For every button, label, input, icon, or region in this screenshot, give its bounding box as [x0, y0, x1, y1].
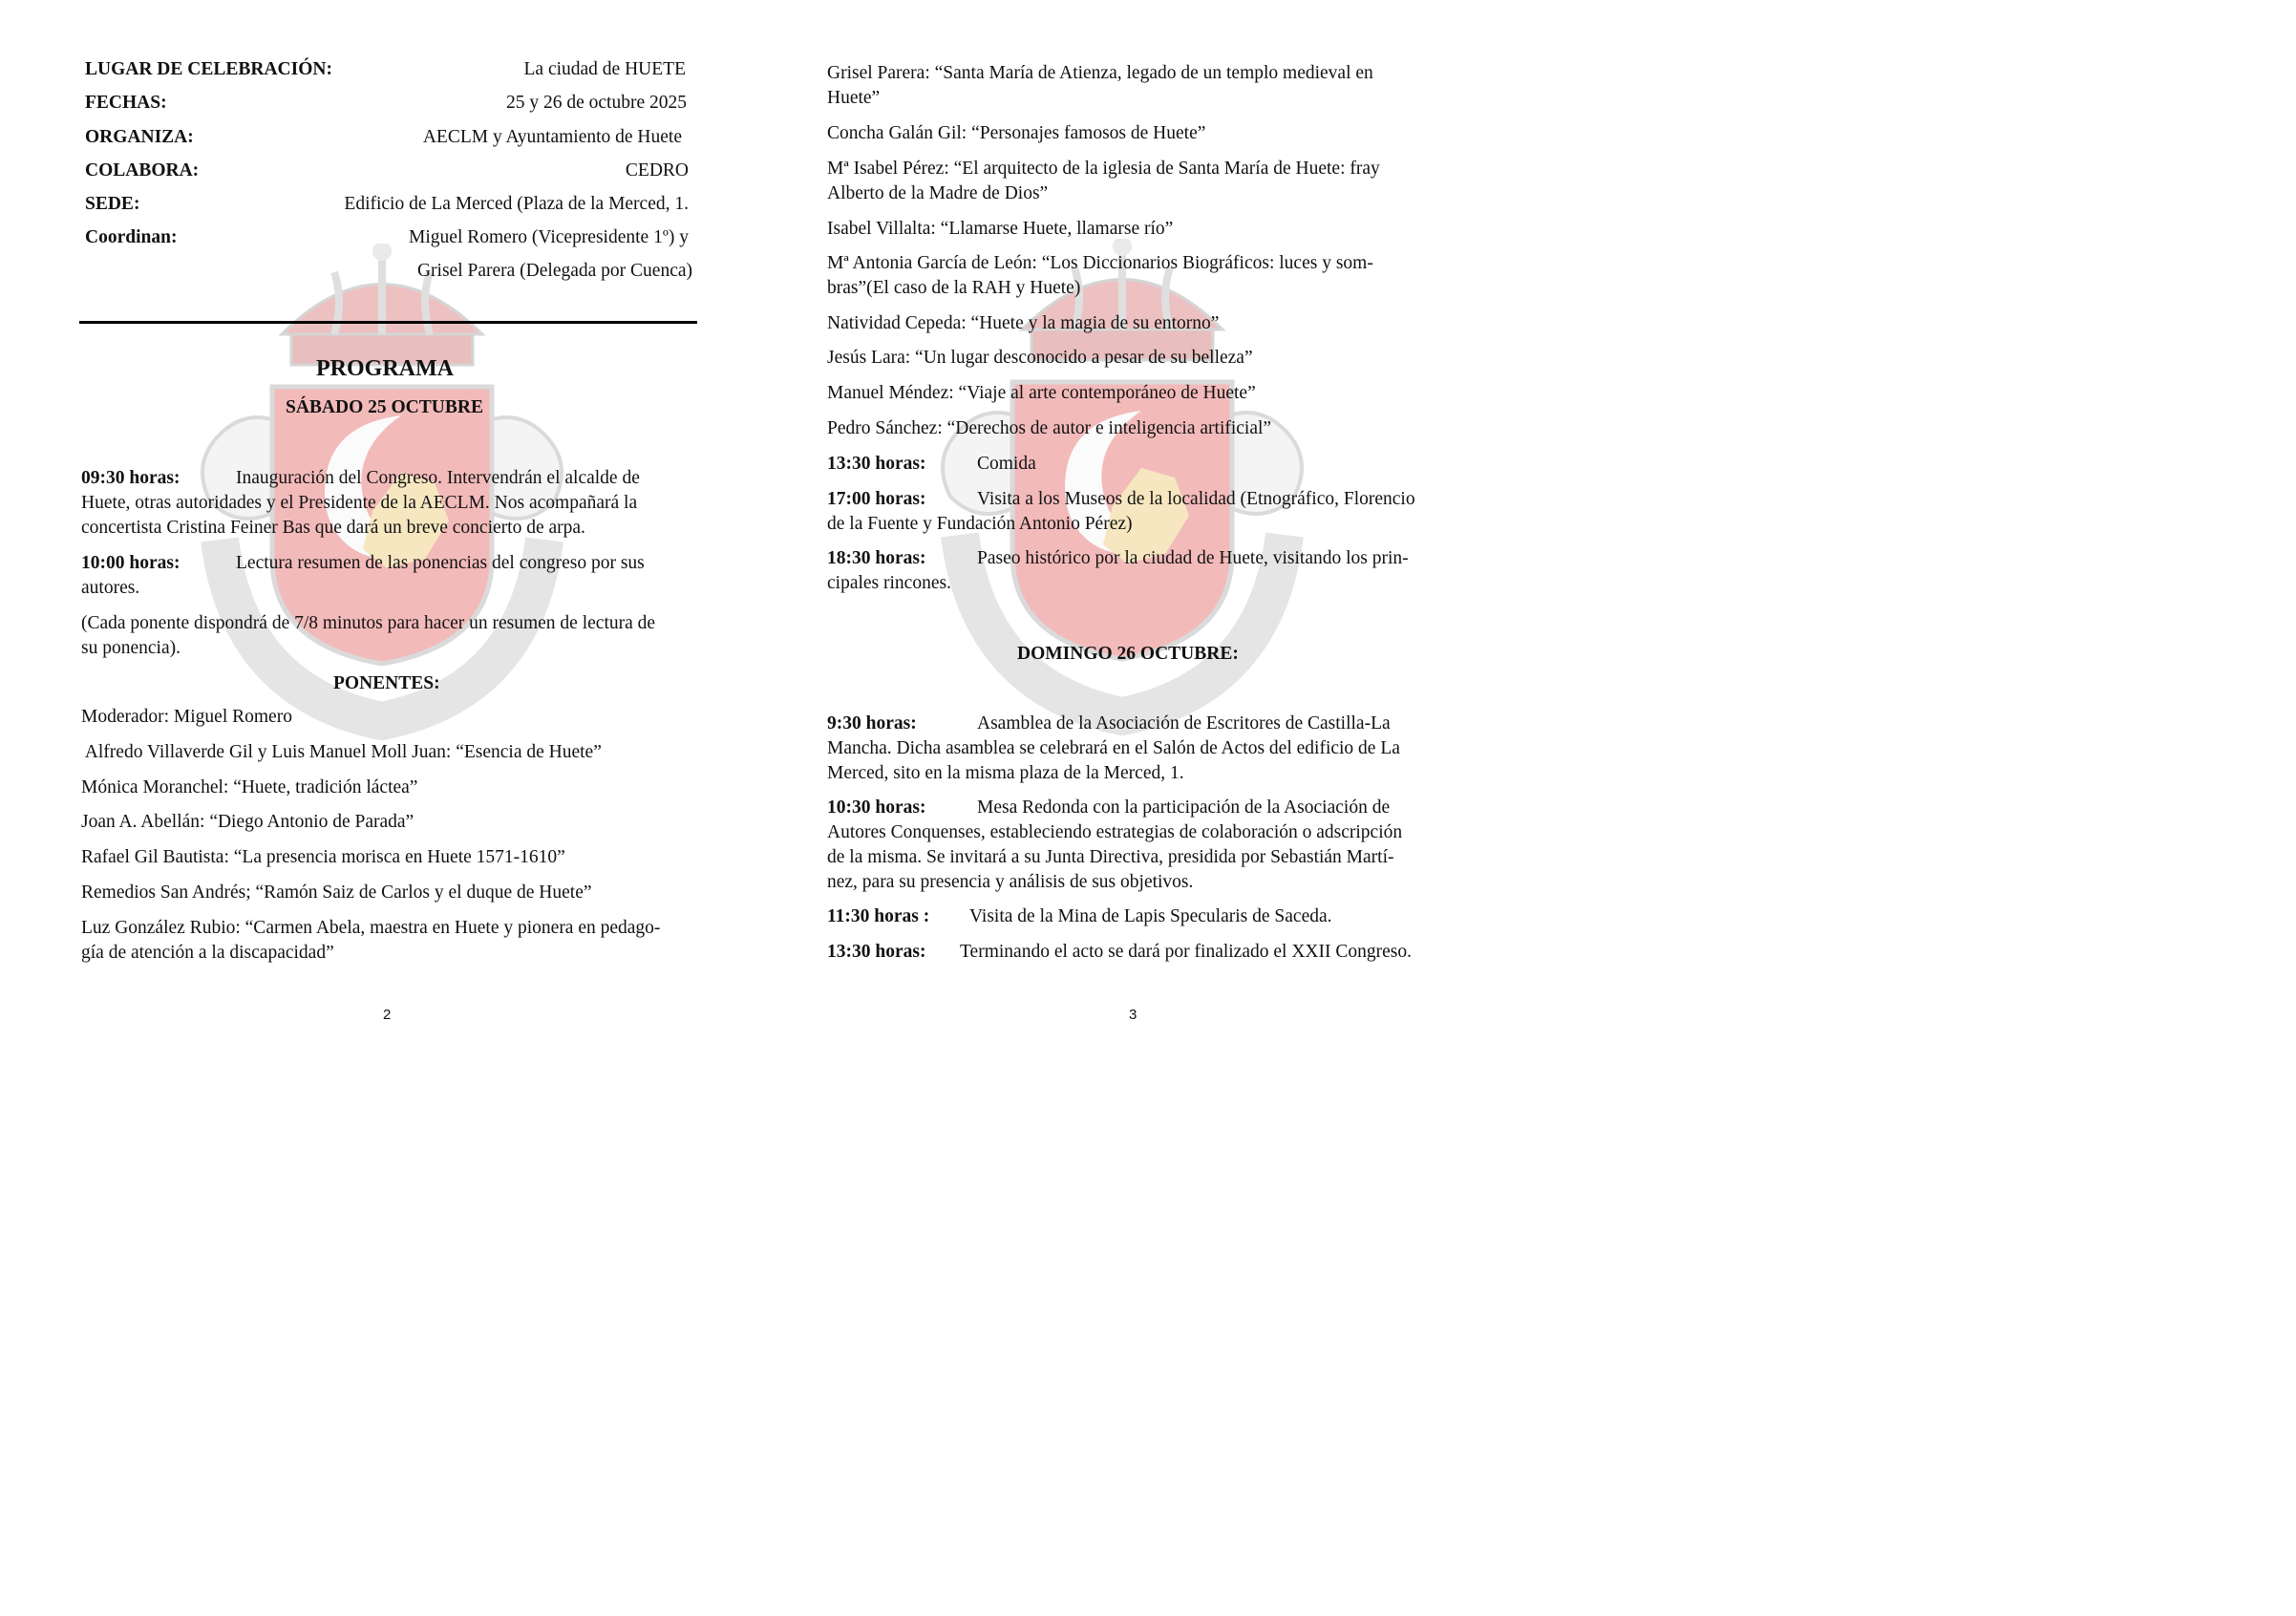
- schedule-text: Autores Conquenses, estableciendo estrategias de colaboración o adscripción: [827, 822, 1403, 842]
- time-label: 10:00 horas:: [81, 553, 181, 573]
- schedule-text: autores.: [81, 578, 140, 598]
- time-label: 10:30 horas:: [827, 797, 926, 818]
- schedule-text: Merced, sito en la misma plaza de la Merced, 1.: [827, 763, 1184, 783]
- schedule-text: nez, para su presencia y análisis de sus objetivos.: [827, 872, 1194, 892]
- page-2: [0, 0, 745, 1049]
- ponente-item: Mónica Moranchel: “Huete, tradición láctea”: [81, 777, 418, 797]
- time-label: 13:30 horas:: [827, 942, 926, 962]
- schedule-text: Inauguración del Congreso. Intervendrán el alcalde de: [236, 468, 640, 488]
- info-value-sede: Edificio de La Merced (Plaza de la Merced, 1.: [344, 194, 689, 214]
- ponente-line: Grisel Parera: “Santa María de Atienza, legado de un templo medieval en: [827, 63, 1373, 83]
- page-3: [745, 0, 1490, 1049]
- ponente-item: Joan A. Abellán: “Diego Antonio de Parada”: [81, 812, 415, 832]
- time-label: 13:30 horas:: [827, 454, 926, 474]
- schedule-text: de la Fuente y Fundación Antonio Pérez): [827, 514, 1133, 534]
- ponente-item: [81, 916, 697, 966]
- ponente-item: Pedro Sánchez: “Derechos de autor e inteligencia artificial”: [827, 418, 1272, 438]
- ponente-item: Manuel Méndez: “Viaje al arte contemporáneo de Huete”: [827, 383, 1256, 403]
- info-value-organiza: AECLM y Ayuntamiento de Huete: [422, 127, 682, 147]
- ponente-line: gía de atención a la discapacidad”: [81, 943, 334, 963]
- note-line: su ponencia).: [81, 638, 181, 658]
- ponente-line: Huete”: [827, 88, 881, 108]
- schedule-item-1030-sunday: [827, 796, 1457, 895]
- ponente-line: Luz González Rubio: “Carmen Abela, maestra en Huete y pionera en pedago-: [81, 918, 661, 938]
- schedule-text: cipales rincones.: [827, 573, 951, 593]
- schedule-text: Comida: [977, 454, 1036, 474]
- schedule-item-1330: [827, 452, 1457, 477]
- ponente-item: Isabel Villalta: “Llamarse Huete, llamarse río”: [827, 219, 1174, 239]
- ponente-item: [827, 251, 1457, 301]
- time-label: 9:30 horas:: [827, 713, 917, 734]
- time-label: 18:30 horas:: [827, 548, 926, 568]
- schedule-text: Mesa Redonda con la participación de la Asociación de: [977, 797, 1391, 818]
- schedule-item-0930: [81, 466, 692, 541]
- ponentes-title: PONENTES:: [333, 673, 440, 693]
- time-label: 17:00 horas:: [827, 489, 926, 509]
- ponente-line: Mª Isabel Pérez: “El arquitecto de la iglesia de Santa María de Huete: fray: [827, 159, 1380, 179]
- ponente-item: Rafael Gil Bautista: “La presencia morisca en Huete 1571-1610”: [81, 847, 565, 867]
- schedule-text: de la misma. Se invitará a su Junta Directiva, presidida por Sebastián Martí-: [827, 847, 1394, 867]
- ponente-line: Alberto de la Madre de Dios”: [827, 183, 1049, 203]
- info-value-lugar: La ciudad de HUETE: [523, 59, 686, 79]
- ponente-item: Remedios San Andrés; “Ramón Saiz de Carlos y el duque de Huete”: [81, 882, 592, 903]
- ponente-item: Natividad Cepeda: “Huete y la magia de su entorno”: [827, 313, 1220, 333]
- ponente-item: Concha Galán Gil: “Personajes famosos de Huete”: [827, 123, 1206, 143]
- schedule-text: Visita a los Museos de la localidad (Etnográfico, Florencio: [977, 489, 1415, 509]
- schedule-item-1130-sunday: [827, 904, 1457, 929]
- ponente-item: [827, 61, 1457, 111]
- info-label-sede: SEDE:: [85, 194, 140, 214]
- info-value-fechas: 25 y 26 de octubre 2025: [505, 93, 687, 113]
- schedule-text: Mancha. Dicha asamblea se celebrará en el Salón de Actos del edificio de La: [827, 738, 1400, 758]
- schedule-text: Terminando el acto se dará por finalizado el XXII Congreso.: [960, 942, 1412, 962]
- schedule-item-0930-sunday: [827, 712, 1457, 786]
- info-label-colabora: COLABORA:: [85, 160, 200, 181]
- time-label: 11:30 horas :: [827, 906, 930, 926]
- divider-rule: [79, 321, 697, 324]
- info-value-coordinan: Miguel Romero (Vicepresidente 1º) y: [409, 227, 689, 247]
- schedule-item-1330-sunday: [827, 940, 1457, 965]
- ponente-item: [827, 157, 1457, 206]
- schedule-item-1700: [827, 487, 1457, 537]
- day-title-saturday: SÁBADO 25 OCTUBRE: [286, 397, 483, 417]
- ponente-line: bras”(El caso de la RAH y Huete): [827, 278, 1081, 298]
- ponente-item: Jesús Lara: “Un lugar desconocido a pesar de su belleza”: [827, 348, 1253, 368]
- day-title-sunday: DOMINGO 26 OCTUBRE:: [1017, 644, 1239, 664]
- info-label-fechas: FECHAS:: [85, 93, 167, 113]
- page-number: 3: [1129, 1007, 1137, 1023]
- ponente-item: Alfredo Villaverde Gil y Luis Manuel Moll Juan: “Esencia de Huete”: [81, 742, 602, 762]
- info-label-organiza: ORGANIZA:: [85, 127, 194, 147]
- ponente-item: Moderador: Miguel Romero: [81, 707, 292, 727]
- schedule-text: Asamblea de la Asociación de Escritores de Castilla-La: [977, 713, 1391, 734]
- schedule-item-1000: [81, 551, 692, 601]
- programa-title: PROGRAMA: [316, 356, 454, 381]
- schedule-item-1830: [827, 546, 1457, 596]
- page-number: 2: [383, 1007, 392, 1023]
- schedule-text: concertista Cristina Feiner Bas que dará un breve concierto de arpa.: [81, 518, 585, 538]
- info-value-colabora: CEDRO: [625, 160, 689, 181]
- info-value-coordinan-line2: Grisel Parera (Delegada por Cuenca): [416, 261, 692, 281]
- schedule-text: Huete, otras autoridades y el Presidente de la AECLM. Nos acompañará la: [81, 493, 638, 513]
- info-label-lugar: LUGAR DE CELEBRACIÓN:: [85, 59, 332, 79]
- note-line: (Cada ponente dispondrá de 7/8 minutos para hacer un resumen de lectura de: [81, 613, 656, 633]
- schedule-text: Lectura resumen de las ponencias del congreso por sus: [236, 553, 645, 573]
- ponente-line: Mª Antonia García de León: “Los Diccionarios Biográficos: luces y som-: [827, 253, 1373, 273]
- note-paragraph: [81, 611, 692, 661]
- schedule-text: Visita de la Mina de Lapis Specularis de Saceda.: [969, 906, 1332, 926]
- time-label: 09:30 horas:: [81, 468, 181, 488]
- schedule-text: Paseo histórico por la ciudad de Huete, visitando los prin-: [977, 548, 1409, 568]
- info-label-coordinan: Coordinan:: [85, 227, 178, 247]
